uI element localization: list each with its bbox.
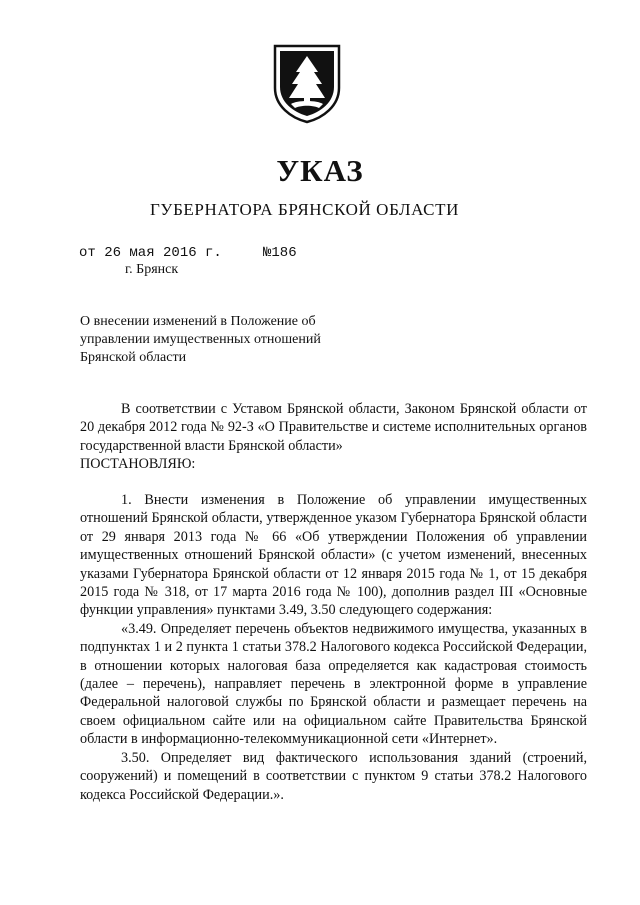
preamble-block xyxy=(80,400,587,474)
clause-1: 1. Внести изменения в Положение об управлении имущественных отношений Брянской области, утвержденное указом Губернатора Брянской области от 29 января 2013 года № 66 «Об утверждении Положения об управлении имущественных отношений Брянской области» (с учетом изменений, внесенных указами Губернатора Брянской области от 12 января 2015 года № 1, от 15 декабря 2015 года № 318, от 17 марта 2016 года № 100), дополнив раздел III «Основные функции управления» пунктами 3.49, 3.50 следующего содержания: xyxy=(80,492,587,619)
decree-resolution-word: ПОСТАНОВЛЯЮ: xyxy=(80,456,196,473)
decree-date: от 26 мая 2016 г. xyxy=(79,245,222,261)
preamble-text: В соответствии с Уставом Брянской области, Законом Брянской области от 20 декабря 2012 года № 92-З «О Правительстве и системе исполнительных органов государственной власти Брянской области» xyxy=(80,401,587,454)
clause-3-50: 3.50. Определяет вид фактического использования зданий (строений, сооружений) и помещений в соответствии с пунктом 9 статьи 378.2 Налогового кодекса Российской Федерации.». xyxy=(80,749,587,803)
decree-city: г. Брянск xyxy=(125,262,179,277)
document-subtitle: ГУБЕРНАТОРА БРЯНСКОЙ ОБЛАСТИ xyxy=(150,200,459,219)
decree-subject xyxy=(80,313,400,367)
decree-number: №186 xyxy=(263,245,297,261)
document-title: УКАЗ xyxy=(276,153,364,188)
subject-line: Брянской области xyxy=(80,350,187,365)
coat-of-arms-emblem xyxy=(269,42,345,124)
clauses-block xyxy=(80,491,587,804)
clause-3-49: «3.49. Определяет перечень объектов недвижимого имущества, указанных в подпунктах 1 и 2 пункта 1 статьи 378.2 Налогового кодекса Российской Федерации, в отношении которых налоговая база определяется как кадастровая стоимость (далее – перечень), направляет перечень в электронной форме в управление Федеральной налоговой службы по Брянской области и размещает перечень на своем официальном сайте или на официальном сайте Правительства Брянской области в информационно-телекоммуникационной сети «Интернет». xyxy=(80,620,587,748)
subject-line: О внесении изменений в Положение об xyxy=(80,314,316,329)
subject-line: управлении имущественных отношений xyxy=(80,332,321,347)
